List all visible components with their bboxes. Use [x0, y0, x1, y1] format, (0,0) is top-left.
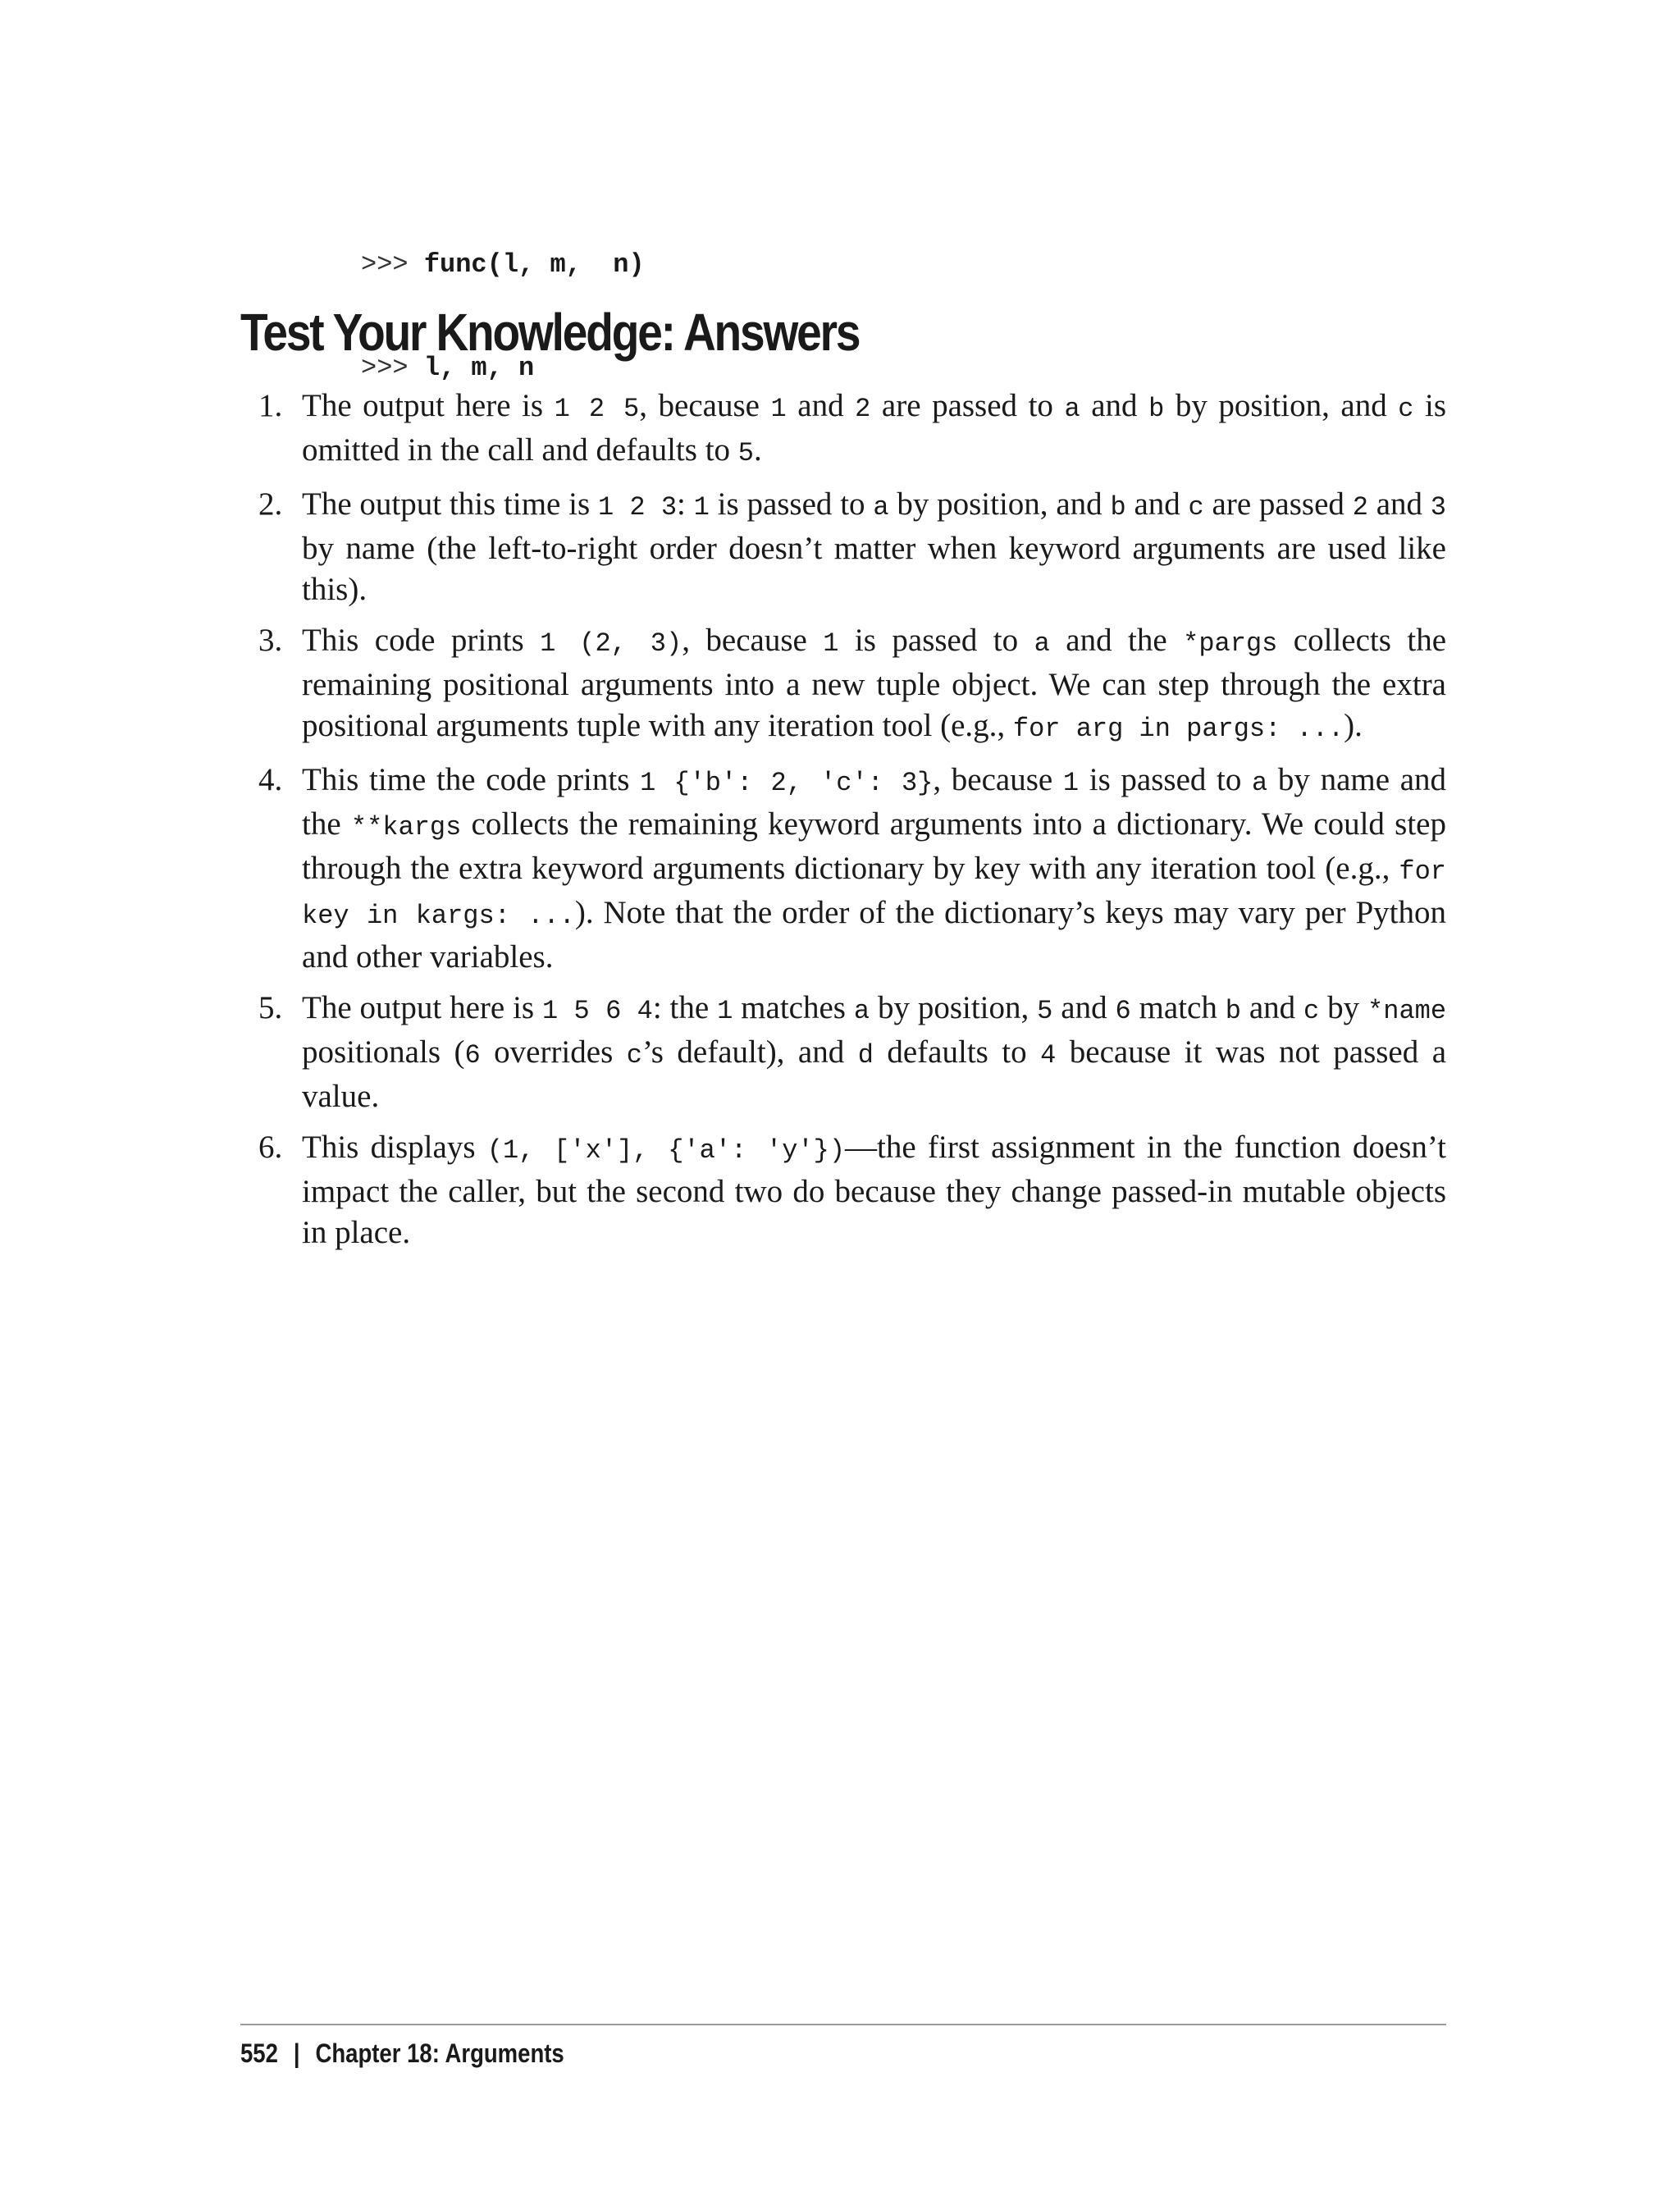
inline-code: b: [1225, 996, 1241, 1026]
answer-text: : the: [652, 990, 718, 1025]
answer-text: The output here is: [302, 990, 542, 1025]
answer-number: 3.: [258, 623, 283, 658]
answer-text: ). Note that the order of the dictionary’s keys may vary per Python and other variables.: [302, 895, 1446, 975]
answer-text: are passed: [1203, 486, 1353, 522]
answer-text: is passed to: [838, 623, 1034, 658]
answer-text: , because: [682, 623, 824, 658]
section-heading: Test Your Knowledge: Answers: [240, 303, 860, 362]
page-number: 552: [240, 2038, 278, 2068]
inline-code: d: [857, 1040, 874, 1071]
answer-text: :: [677, 486, 694, 522]
page-footer: [240, 2036, 564, 2070]
code-line: [361, 248, 645, 282]
inline-code: 5: [737, 438, 754, 468]
inline-code: 6: [1115, 996, 1131, 1026]
inline-code: 4: [1040, 1040, 1057, 1071]
answer-item: [240, 1127, 1446, 1253]
answer-text: and: [1240, 990, 1304, 1025]
answer-text: collects the remaining positional arguments into a new tuple object. We can step through the extra positional arguments tuple with any iteration tool (e.g.,: [302, 623, 1447, 743]
code-text: l, m, n: [423, 353, 535, 383]
answer-text: by name and the: [302, 762, 1447, 842]
inline-code: 1: [770, 394, 787, 424]
answer-text: because it was not passed a value.: [302, 1034, 1447, 1114]
inline-code: for key in kargs: ...: [302, 856, 1446, 931]
answer-text: is passed to: [1079, 762, 1253, 797]
answer-text: positionals (: [302, 1034, 465, 1070]
answer-text: and: [1052, 990, 1116, 1025]
inline-code: *pargs: [1183, 628, 1278, 659]
answer-text: matches: [733, 990, 854, 1025]
inline-code: c: [1188, 492, 1204, 523]
code-prompt: >>>: [361, 249, 409, 280]
inline-code: 1 {'b': 2, 'c': 3}: [640, 768, 934, 798]
inline-code: a: [873, 492, 889, 523]
inline-code: a: [853, 996, 870, 1026]
answer-text: and: [1080, 388, 1149, 423]
answer-text: This time the code prints: [302, 762, 641, 797]
answer-text: and the: [1049, 623, 1184, 658]
inline-code: 1: [717, 996, 733, 1026]
answer-text: by position,: [870, 990, 1038, 1025]
answer-text: ).: [1344, 708, 1363, 743]
inline-code: b: [1110, 492, 1126, 523]
inline-code: b: [1148, 394, 1165, 424]
inline-code: a: [1034, 628, 1050, 659]
inline-code: (1, ['x'], {'a': 'y'}): [486, 1135, 846, 1166]
inline-code: 1 2 5: [554, 394, 640, 424]
inline-code: a: [1252, 768, 1268, 798]
answer-text: , because: [933, 762, 1063, 797]
answer-text: and: [1125, 486, 1189, 522]
inline-code: 1: [693, 492, 710, 523]
answer-item: [240, 760, 1446, 978]
answer-text: by: [1319, 990, 1368, 1025]
answer-text: defaults to: [873, 1034, 1041, 1070]
answer-text: are passed to: [870, 388, 1065, 423]
answer-number: 6.: [258, 1130, 283, 1165]
answer-text: and: [1367, 486, 1431, 522]
answer-item: [240, 386, 1446, 474]
answer-text: is omitted in the call and defaults to: [302, 388, 1447, 468]
answer-text: and: [786, 388, 856, 423]
answer-number: 5.: [258, 990, 283, 1025]
inline-code: 2: [1352, 492, 1368, 523]
inline-code: c: [626, 1040, 642, 1071]
inline-code: 2: [855, 394, 871, 424]
inline-code: **kargs: [350, 812, 462, 842]
answer-text: This displays: [302, 1130, 487, 1165]
inline-code: a: [1064, 394, 1080, 424]
answer-text: .: [753, 432, 762, 468]
inline-code: 1 2 3: [597, 492, 678, 523]
answer-text: by position, and: [888, 486, 1111, 522]
inline-code: 1: [823, 628, 839, 659]
inline-code: 3: [1430, 492, 1446, 523]
answer-text: ’s default), and: [641, 1034, 858, 1070]
answer-item: [240, 484, 1446, 610]
answers-list: [240, 386, 1446, 1263]
answer-text: match: [1130, 990, 1226, 1025]
inline-code: c: [1398, 394, 1414, 424]
answer-text: This code prints: [302, 623, 541, 658]
answer-text: , because: [639, 388, 771, 423]
inline-code: 5: [1037, 996, 1053, 1026]
answer-text: overrides: [480, 1034, 627, 1070]
answer-text: collects the remaining keyword arguments into a dictionary. We could step through the extra keyword arguments dictionary by key with any iteration tool (e.g.,: [302, 806, 1446, 886]
answer-text: The output here is: [302, 388, 555, 423]
answer-item: [240, 620, 1446, 750]
answer-number: 4.: [258, 762, 283, 797]
answer-item: [240, 988, 1446, 1117]
inline-code: 1: [1062, 768, 1080, 798]
code-prompt: >>>: [361, 353, 409, 383]
answer-number: 1.: [258, 388, 283, 423]
answer-text: by name (the left-to-right order doesn’t matter when keyword arguments are used like this).: [302, 531, 1446, 607]
footer-rule: [240, 2024, 1446, 2025]
inline-code: 1 (2, 3): [540, 628, 682, 659]
answer-text: The output this time is: [302, 486, 598, 522]
inline-code: 1 5 6 4: [541, 996, 653, 1026]
inline-code: 6: [464, 1040, 481, 1071]
inline-code: *name: [1367, 996, 1447, 1026]
answer-text: is passed to: [709, 486, 874, 522]
code-text: func(l, m, n): [423, 249, 645, 280]
chapter-title: Chapter 18: Arguments: [315, 2038, 564, 2068]
answer-number: 2.: [258, 486, 283, 522]
inline-code: c: [1303, 996, 1320, 1026]
footer-separator: |: [293, 2038, 300, 2068]
inline-code: for arg in pargs: ...: [1012, 714, 1344, 744]
answer-text: by position, and: [1164, 388, 1399, 423]
answer-text: —the first assignment in the function doesn’t impact the caller, but the second two do because they change passed-in mutable objects in place.: [302, 1130, 1446, 1250]
